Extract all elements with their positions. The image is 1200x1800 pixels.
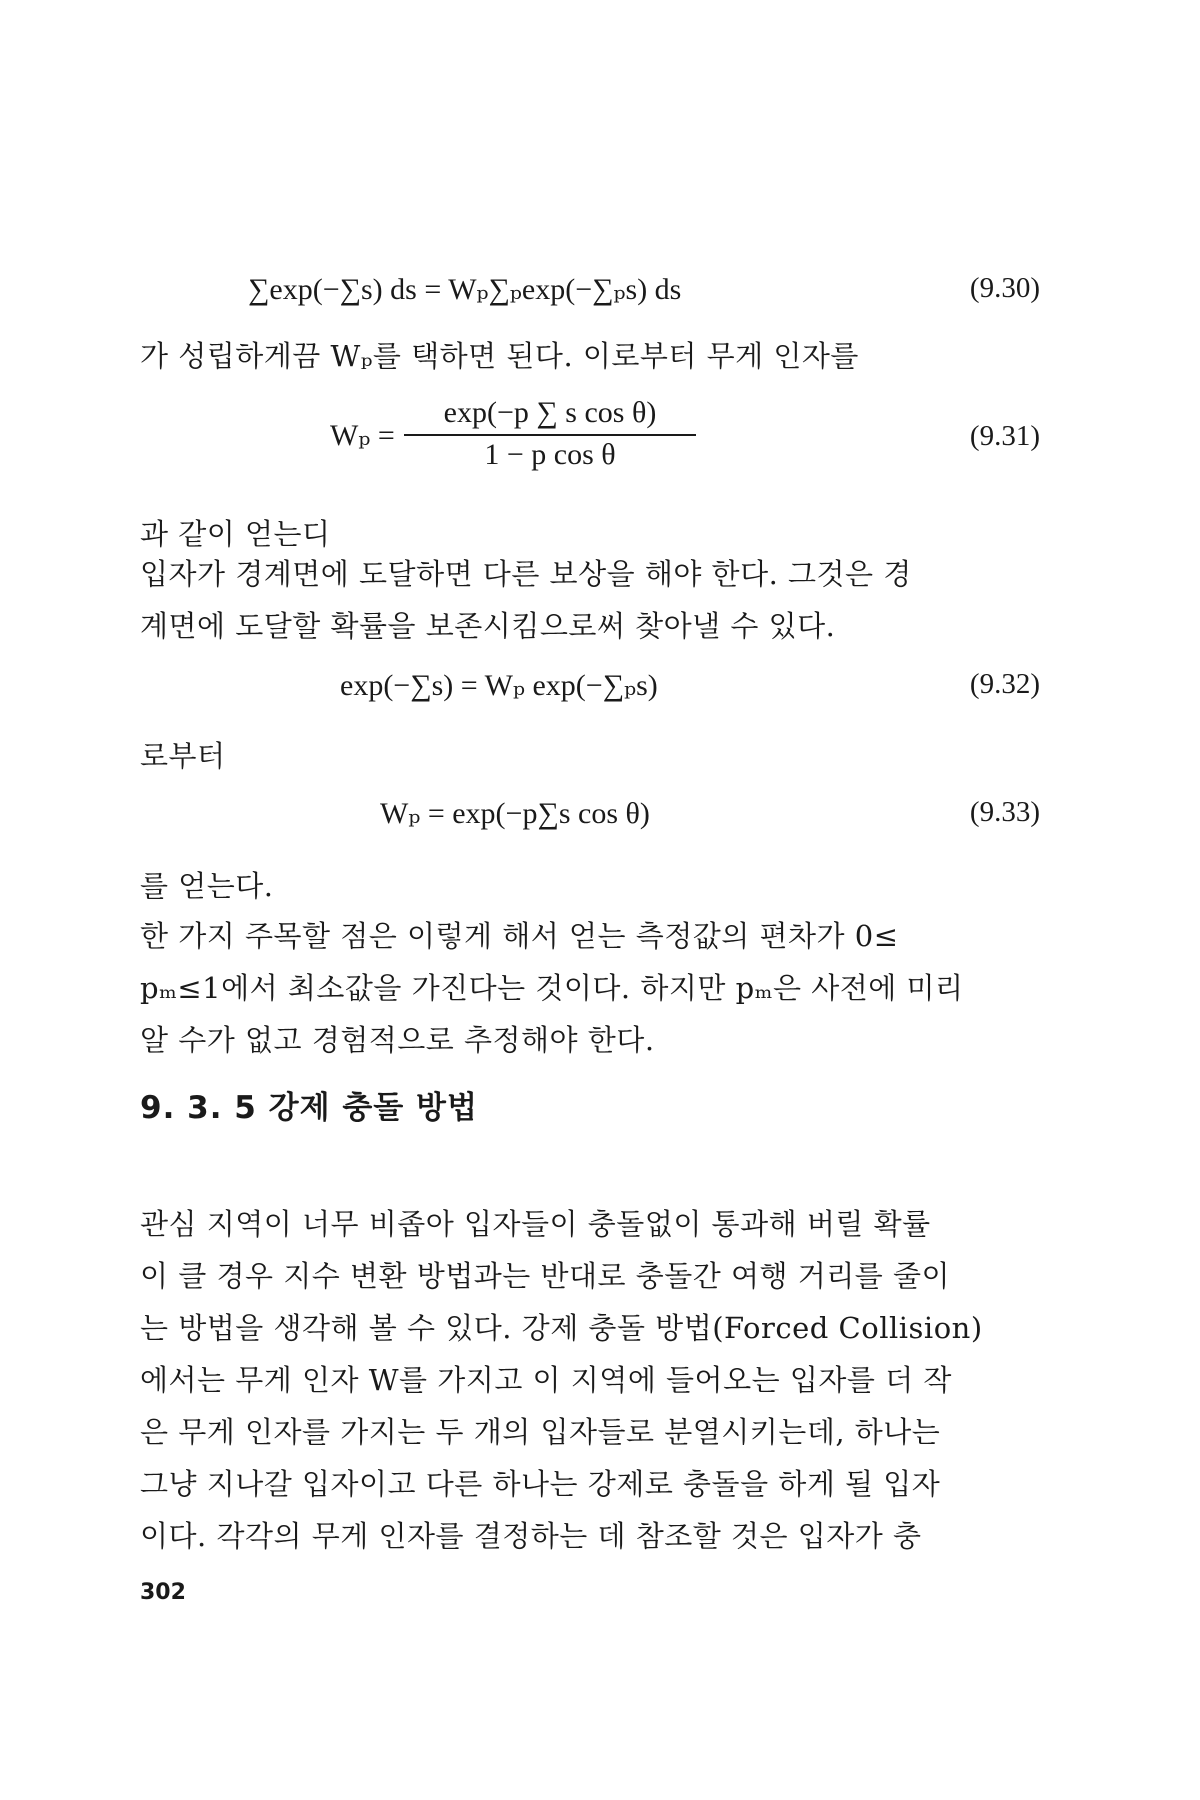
text-line: 알 수가 없고 경험적으로 추정해야 한다. xyxy=(140,1023,655,1057)
equation-number: (9.33) xyxy=(969,796,1040,828)
text-line: 는 방법을 생각해 볼 수 있다. 강제 충돌 방법(Forced Collision) xyxy=(140,1311,983,1345)
text-line: 한 가지 주목할 점은 이렇게 해서 얻는 측정값의 편차가 0≤ xyxy=(140,919,899,953)
equation-expression: exp(−∑s) = Wₚ exp(−∑ₚs) xyxy=(340,669,658,702)
equation-9-30 xyxy=(140,272,1040,312)
paragraph: 과 같이 얻는디 xyxy=(140,517,331,551)
text-line: 이 클 경우 지수 변환 방법과는 반대로 충돌간 여행 거리를 줄이 xyxy=(140,1259,951,1293)
equation-expression: Wₚ = exp(−p∑s cos θ) xyxy=(380,797,650,830)
equation-expression: ∑exp(−∑s) ds = Wₚ∑ₚexp(−∑ₚs) ds xyxy=(248,273,682,306)
text-line: 그냥 지나갈 입자이고 다른 하나는 강제로 충돌을 하게 될 입자 xyxy=(140,1467,941,1501)
text-line: 에서는 무게 인자 W를 가지고 이 지역에 들어오는 입자를 더 작 xyxy=(140,1363,952,1397)
equation-lhs: Wₚ = xyxy=(330,419,395,452)
equation-number: (9.32) xyxy=(969,668,1040,700)
text-line: pₘ≤1에서 최소값을 가진다는 것이다. 하지만 pₘ은 사전에 미리 xyxy=(140,971,964,1005)
text-line: 이다. 각각의 무게 인자를 결정하는 데 참조할 것은 입자가 충 xyxy=(140,1519,922,1553)
fraction-denominator: 1 − p cos θ xyxy=(484,438,616,471)
equation-9-31 xyxy=(140,396,1040,486)
fraction-numerator: exp(−p ∑ s cos θ) xyxy=(443,396,657,429)
fraction xyxy=(330,396,710,486)
paragraph: 를 얻는다. xyxy=(140,869,274,903)
paragraph: 로부터 xyxy=(140,739,226,773)
equation-9-33 xyxy=(140,796,1040,836)
text-line: 입자가 경계면에 도달하면 다른 보상을 해야 한다. 그것은 경 xyxy=(140,557,912,591)
section-heading: 9. 3. 5 강제 충돌 방법 xyxy=(140,1090,478,1126)
equation-number: (9.30) xyxy=(969,272,1040,304)
equation-9-32 xyxy=(140,668,1040,708)
paragraph: 가 성립하게끔 Wₚ를 택하면 된다. 이로부터 무게 인자를 xyxy=(140,339,859,373)
fraction-bar xyxy=(404,434,696,436)
paragraph xyxy=(140,910,1040,1066)
text-line: 관심 지역이 너무 비좁아 입자들이 충돌없이 통과해 버릴 확률 xyxy=(140,1207,931,1241)
equation-number: (9.31) xyxy=(969,420,1040,452)
paragraph xyxy=(140,548,1040,652)
page-number: 302 xyxy=(140,1580,186,1605)
text-line: 은 무게 인자를 가지는 두 개의 입자들로 분열시키는데, 하나는 xyxy=(140,1415,941,1449)
paragraph xyxy=(140,1198,1040,1562)
text-line: 계면에 도달할 확률을 보존시킴으로써 찾아낼 수 있다. xyxy=(140,609,836,643)
